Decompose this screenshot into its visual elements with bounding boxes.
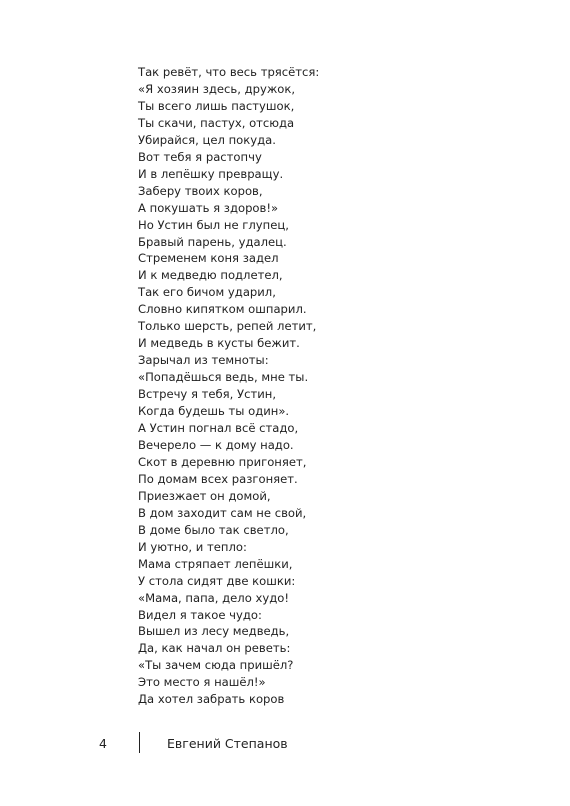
poem-line: Так его бичом ударил, [138, 285, 276, 300]
poem-line: Вот тебя я растопчу [138, 149, 262, 164]
poem-line: Ты всего лишь пастушок, [138, 98, 295, 113]
poem-line: «Мама, папа, дело худо! [138, 590, 289, 605]
poem-line: Приезжает он домой, [138, 488, 271, 503]
page-footer [0, 736, 570, 756]
poem-line: Да хотел забрать коров [138, 692, 285, 707]
poem-line: «Я хозяин здесь, дружок, [138, 81, 296, 96]
poem-line: Скот в деревню пригоняет, [138, 454, 307, 469]
poem-line: И медведь в кусты бежит. [138, 336, 300, 351]
poem-line: Видел я такое чудо: [138, 607, 262, 622]
poem-line: Это место я нашёл!» [138, 675, 266, 690]
poem-line: «Попадёшься ведь, мне ты. [138, 370, 309, 385]
poem-line: Стременем коня задел [138, 251, 279, 266]
poem-line: «Ты зачем сюда пришёл? [138, 658, 294, 673]
poem-line: В доме было так светло, [138, 522, 289, 537]
poem-line: Только шерсть, репей летит, [138, 319, 317, 334]
poem-line: А Устин погнал всё стадо, [138, 421, 299, 436]
poem-line: И к медведю подлетел, [138, 268, 283, 283]
poem-line: И в лепёшку превращу. [138, 166, 284, 181]
poem-line: В дом заходит сам не свой, [138, 505, 307, 520]
poem-line: А покушать я здоров!» [138, 200, 279, 215]
poem-line: Так ревёт, что весь трясётся: [138, 65, 320, 79]
poem-line: Зарычал из темноты: [138, 353, 269, 368]
poem-line: По домам всех разгоняет. [138, 471, 298, 486]
poem-line: Словно кипятком ошпарил. [138, 302, 307, 317]
poem-line: Вечерело — к дому надо. [138, 437, 294, 452]
poem-line: Вышел из лесу медведь, [138, 624, 290, 639]
poem-line: Заберу твоих коров, [138, 183, 263, 198]
page-number: 4 [99, 736, 107, 751]
poem-line: Убирайся, цел покуда. [138, 132, 276, 147]
poem-line: Но Устин был не глупец, [138, 217, 289, 232]
poem-text [138, 64, 319, 708]
poem-line: Мама стряпает лепёшки, [138, 556, 293, 571]
poem-line: Бравый парень, удалец. [138, 234, 287, 249]
author-name: Евгений Степанов [167, 736, 288, 751]
poem-line: Когда будешь ты один». [138, 404, 290, 419]
poem-line: У стола сидят две кошки: [138, 573, 296, 588]
footer-divider [139, 732, 140, 753]
poem-line: Ты скачи, пастух, отсюда [138, 115, 295, 130]
poem-line: Да, как начал он реветь: [138, 641, 291, 656]
poem-line: Встречу я тебя, Устин, [138, 387, 277, 402]
poem-line: И уютно, и тепло: [138, 539, 247, 554]
